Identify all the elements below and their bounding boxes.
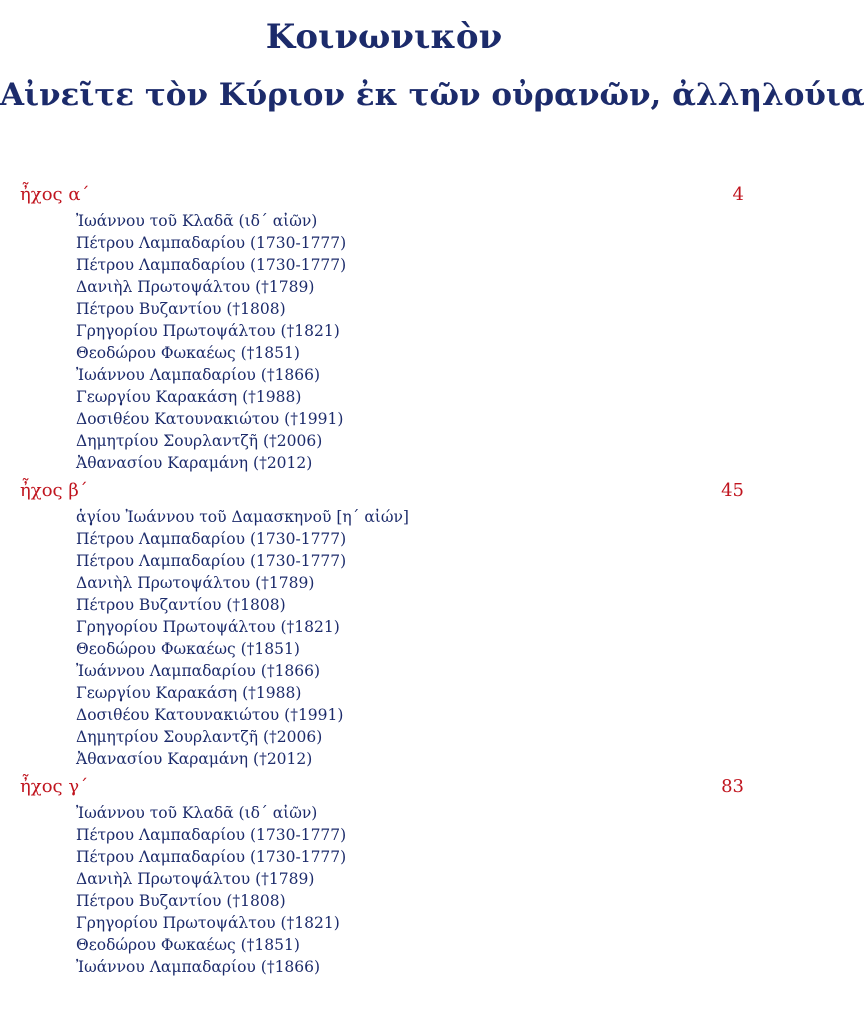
mode-section-2 [0,478,768,770]
composer-entry: Γρηγορίου Πρωτοψάλτου (†1821) [76,914,340,932]
composer-entry: Γεωργίου Καρακάση (†1988) [76,684,302,702]
composer-entry: Πέτρου Λαμπαδαρίου (1730-1777) [76,848,347,866]
mode-heading [0,774,768,802]
composer-entry: Ἰωάννου Λαμπαδαρίου (†1866) [76,958,321,976]
page-title: Κοινωνικὸν [265,17,503,57]
composer-entry: Πέτρου Βυζαντίου (†1808) [76,596,286,614]
composer-entry: Πέτρου Βυζαντίου (†1808) [76,892,286,910]
composer-entry: Ἰωάννου Λαμπαδαρίου (†1866) [76,366,321,384]
composer-entry: Πέτρου Λαμπαδαρίου (1730-1777) [76,256,347,274]
mode-page-number: 45 [721,480,744,501]
composer-entry: ἁγίου Ἰωάννου τοῦ Δαμασκηνοῦ [η΄ αἰών] [76,508,409,526]
composer-entry: Ἰωάννου τοῦ Κλαδᾶ (ιδ΄ αἰῶν) [76,804,318,822]
composer-entry: Θεοδώρου Φωκαέως (†1851) [76,640,300,658]
composer-entry: Θεοδώρου Φωκαέως (†1851) [76,936,300,954]
composer-entry: Ἀθανασίου Καραμάνη (†2012) [76,750,313,768]
composer-entry: Ἰωάννου τοῦ Κλαδᾶ (ιδ΄ αἰῶν) [76,212,318,230]
composer-entry: Δανιὴλ Πρωτοψάλτου (†1789) [76,870,315,888]
composer-entry: Δανιὴλ Πρωτοψάλτου (†1789) [76,574,315,592]
composer-entry: Γρηγορίου Πρωτοψάλτου (†1821) [76,618,340,636]
composer-entry: Δοσιθέου Κατουνακιώτου (†1991) [76,410,344,428]
composer-entry: Θεοδώρου Φωκαέως (†1851) [76,344,300,362]
mode-section-1 [0,182,768,474]
composer-entry: Ἀθανασίου Καραμάνη (†2012) [76,454,313,472]
composer-entry: Δοσιθέου Κατουνακιώτου (†1991) [76,706,344,724]
mode-heading [0,478,768,506]
composer-entry: Ἰωάννου Λαμπαδαρίου (†1866) [76,662,321,680]
mode-page-number: 4 [732,184,744,205]
mode-name: ἦχος β΄ [20,480,88,501]
mode-name: ἦχος α΄ [20,184,90,205]
mode-heading [0,182,768,210]
composer-entry: Δημητρίου Σουρλαντζῆ (†2006) [76,728,323,746]
composer-entry: Πέτρου Βυζαντίου (†1808) [76,300,286,318]
mode-name: ἦχος γ΄ [20,776,89,797]
composer-entry: Πέτρου Λαμπαδαρίου (1730-1777) [76,826,347,844]
composer-entry: Πέτρου Λαμπαδαρίου (1730-1777) [76,234,347,252]
composer-entry: Δανιὴλ Πρωτοψάλτου (†1789) [76,278,315,296]
page-subtitle: Αἰνεῖτε τὸν Κύριον ἐκ τῶν οὐρανῶν, ἀλληλούια [0,77,865,113]
composer-list [0,802,768,978]
composer-entry: Δημητρίου Σουρλαντζῆ (†2006) [76,432,323,450]
composer-entry: Πέτρου Λαμπαδαρίου (1730-1777) [76,530,347,548]
composer-entry: Γρηγορίου Πρωτοψάλτου (†1821) [76,322,340,340]
composer-entry: Γεωργίου Καρακάση (†1988) [76,388,302,406]
composer-list [0,210,768,474]
composer-entry: Πέτρου Λαμπαδαρίου (1730-1777) [76,552,347,570]
composer-list [0,506,768,770]
mode-section-3 [0,774,768,978]
contents-sections [0,182,768,982]
mode-page-number: 83 [721,776,744,797]
